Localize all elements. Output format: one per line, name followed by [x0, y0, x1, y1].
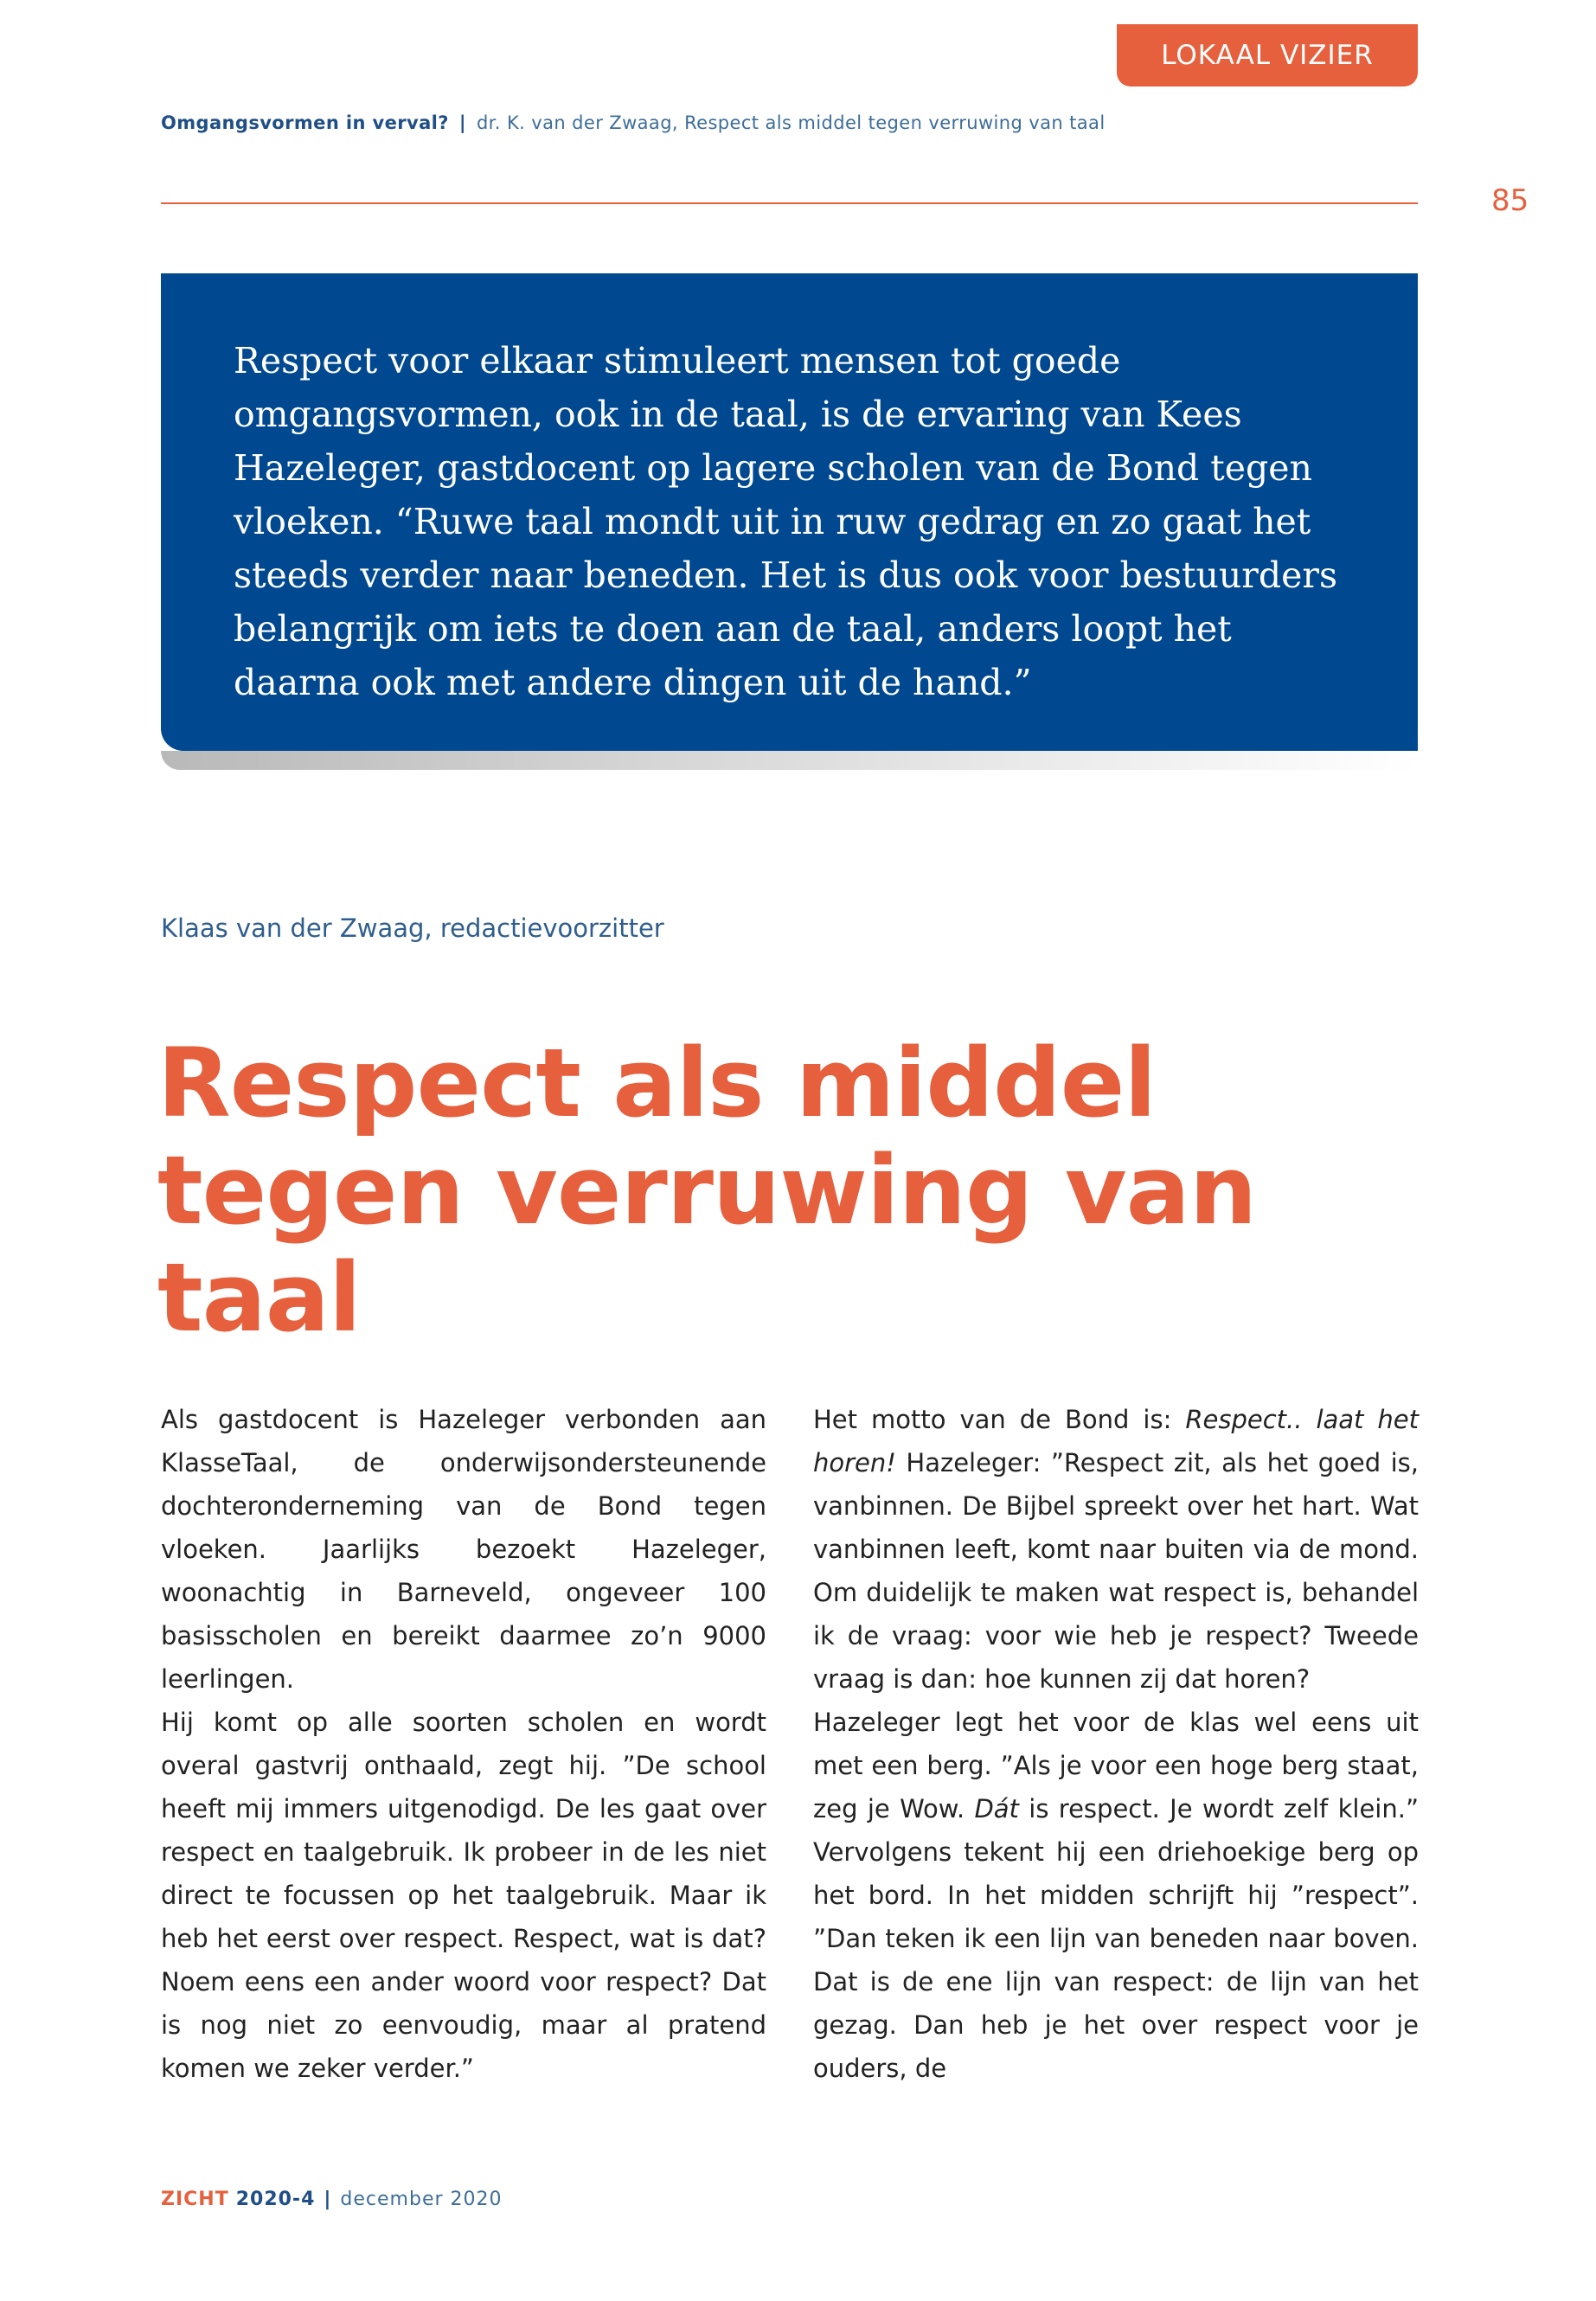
quote-box-shadow [161, 751, 1418, 770]
body-paragraph [813, 1701, 1419, 2090]
body-paragraph: Hij komt op alle soorten scholen en wordt overal gastvrij onthaald, zegt hij. ”De school heeft mij immers uitgenodigd. De les gaat over respect en taalgebruik. Ik probeer in de les niet direct te focussen op het taalgebruik. Maar ik heb het eerst over respect. Respect, wat is dat? Noem eens een ander woord voor respect? Dat is nog niet zo eenvoudig, maar al pratend komen we zeker verder.” [161, 1708, 766, 2083]
header-separator: | [458, 112, 466, 133]
magazine-name: ZICHT [161, 2189, 229, 2210]
body-text: Hazeleger legt het voor de klas wel eens uit met een berg. ”Als je voor een hoge berg staat, zeg je Wow. [813, 1708, 1419, 1823]
page-footer [161, 2189, 503, 2210]
section-title: Omgangsvormen in verval? [161, 112, 449, 133]
body-column-left [161, 1398, 766, 2090]
body-paragraph: Als gastdocent is Hazeleger verbonden aan KlasseTaal, de onderwijsondersteunende dochteronderneming van de Bond tegen vloeken. Jaarlijks bezoekt Hazeleger, woonachtig in Barneveld, ongeveer 100 basisscholen en bereikt daarmee zo’n 9000 leerlingen. [161, 1405, 766, 1694]
footer-separator: | [324, 2189, 332, 2210]
section-tab: LOKAAL VIZIER [1117, 24, 1418, 87]
header-rule [161, 202, 1418, 204]
body-text: is respect. Je wordt zelf klein.” Vervolgens tekent hij een driehoekige berg op het bord. In het midden schrijft hij ”respect”. ”Dan teken ik een lijn van beneden naar boven. Dat is de ene lijn van respect: de lijn van het gezag. Dan heb je het over respect voor je ouders, de [813, 1794, 1419, 2083]
running-head [161, 112, 1424, 133]
emphasis-text: Dát [974, 1794, 1019, 1823]
body-paragraph [813, 1398, 1419, 1701]
article-headline: Respect als middel tegen verruwing van taal [157, 1028, 1257, 1353]
byline: Klaas van der Zwaag, redactievoorzitter [161, 913, 664, 943]
issue-number: 2020-4 [235, 2189, 316, 2210]
article-reference: dr. K. van der Zwaag, Respect als middel tegen verruwing van taal [476, 112, 1106, 133]
body-text: Hazeleger: ”Respect zit, als het goed is, vanbinnen. De Bijbel spreekt over het hart. Wat vanbinnen leeft, komt naar buiten via de mond. Om duidelijk te maken wat respect is, behandel ik de vraag: voor wie heb je respect? Tweede vraag is dan: hoe kunnen zij dat horen? [813, 1448, 1419, 1694]
issue-date: december 2020 [340, 2189, 503, 2210]
page-number: 85 [1491, 183, 1529, 218]
intro-quote-text: Respect voor elkaar stimuleert mensen tot goede omgangsvormen, ook in de taal, is de ervaring van Kees Hazeleger, gastdocent op lagere scholen van de Bond tegen vloeken. “Ruwe taal mondt uit in ruw gedrag en zo gaat het steeds verder naar beneden. Het is dus ook voor bestuurders belangrijk om iets te doen aan de taal, anders loopt het daarna ook met andere dingen uit de hand.” [234, 340, 1338, 703]
intro-quote-box [161, 273, 1418, 751]
body-column-right [813, 1398, 1419, 2090]
motto-text: Respect.. laat het horen! [813, 1405, 1419, 1477]
body-text: Het motto van de Bond is: [813, 1405, 1186, 1434]
